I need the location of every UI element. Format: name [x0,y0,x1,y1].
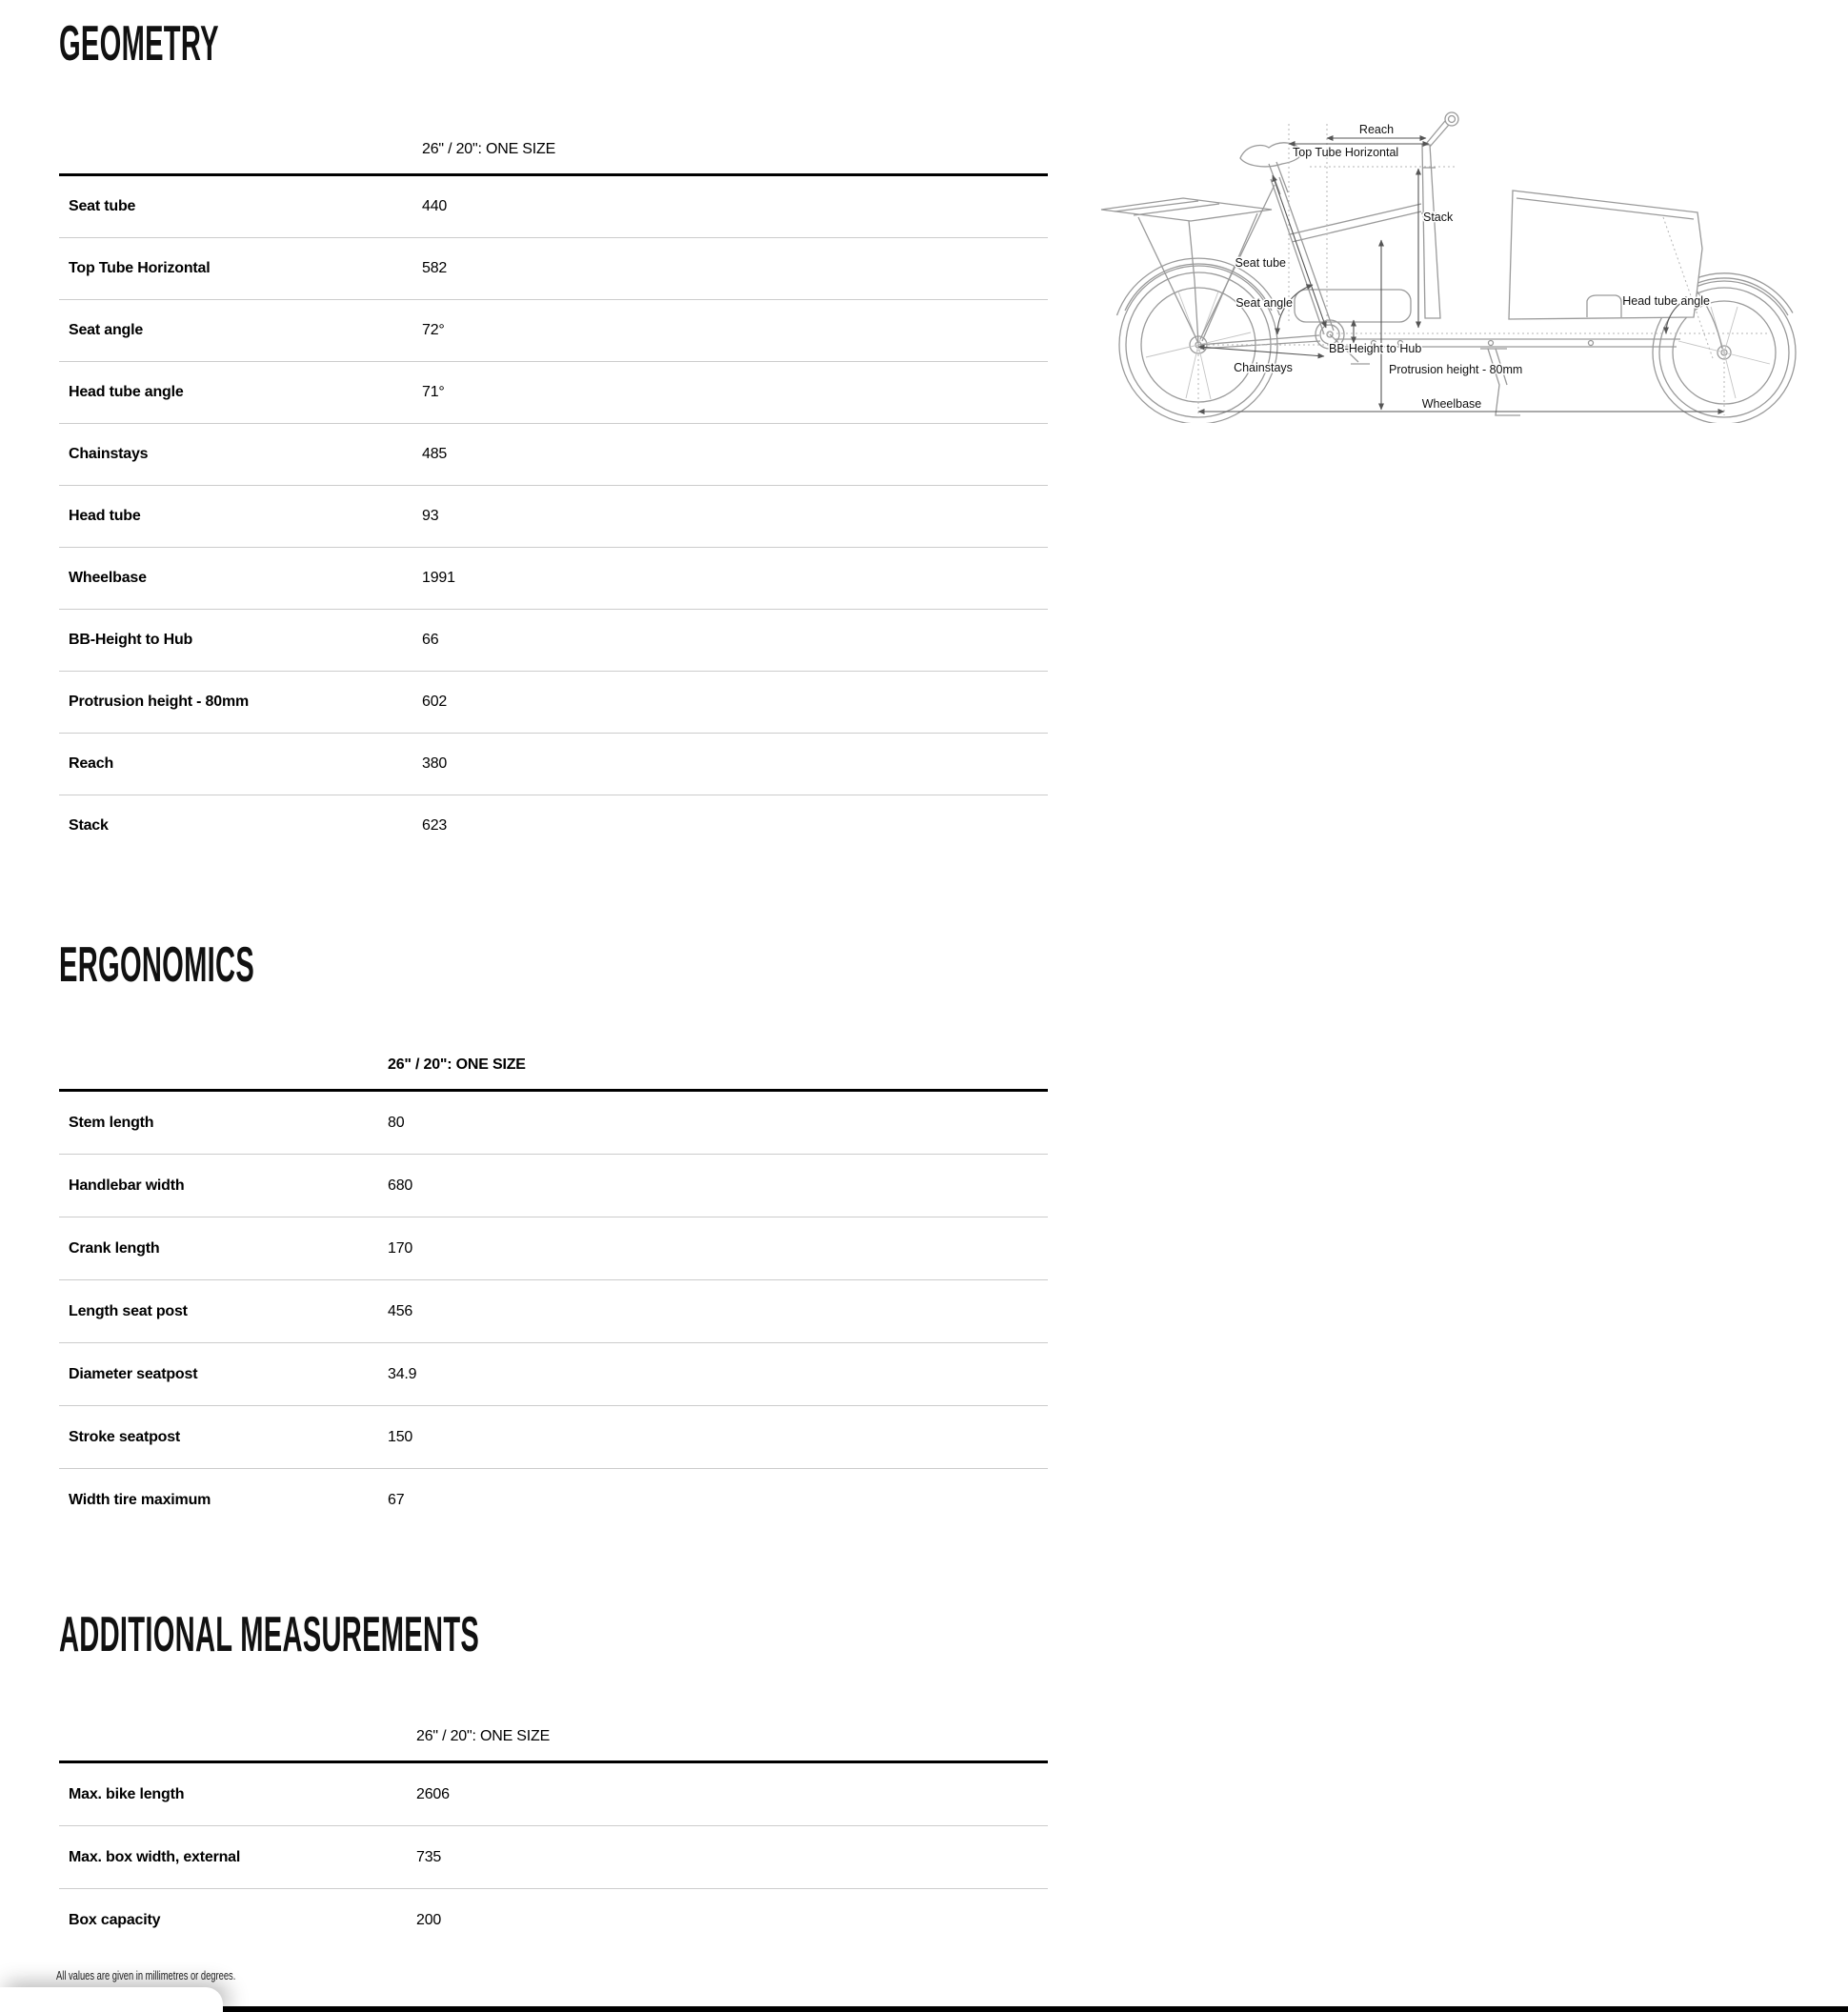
spec-label: Diameter seatpost [69,1365,198,1382]
spec-label: Stack [69,817,109,834]
geometry-diagram [1095,99,1819,423]
reach-label: Reach [1358,123,1395,136]
spec-value: 582 [422,260,448,276]
additional-table-header [59,1692,1048,1763]
ergonomics-table-header [59,1020,1048,1092]
spec-label: Handlebar width [69,1177,185,1194]
table-row [59,795,1048,856]
spec-value: 602 [422,694,448,710]
spec-label: Max. bike length [69,1785,185,1802]
seat-tube-label: Seat tube [1235,256,1286,270]
spec-label: Length seat post [69,1302,188,1319]
size-column-header: 26" / 20": ONE SIZE [388,1056,526,1073]
table-row [59,733,1048,795]
spec-value: 456 [388,1302,413,1319]
spec-label: Chainstays [69,446,149,462]
spec-label: BB-Height to Hub [69,632,193,648]
ergonomics-title: ERGONOMICS [59,937,255,993]
spec-label: Top Tube Horizontal [69,260,211,276]
spec-label: Crank length [69,1239,160,1257]
spec-label: Stem length [69,1114,154,1131]
geometry-title: GEOMETRY [59,16,219,71]
spec-value: 34.9 [388,1365,417,1382]
table-row [59,1468,1048,1531]
table-row [59,1217,1048,1279]
spec-value: 2606 [416,1785,450,1802]
table-row [59,1342,1048,1405]
spec-label: Seat angle [69,322,144,338]
table-row [59,547,1048,609]
overlay-card-corner [0,1987,223,2012]
spec-value: 485 [422,446,448,462]
spec-value: 200 [416,1911,442,1928]
geometry-table [59,105,1048,856]
table-row [59,1092,1048,1154]
bottom-bar [219,2006,1848,2012]
wheelbase-label: Wheelbase [1421,397,1482,411]
spec-label: Seat tube [69,198,136,214]
spec-label: Reach [69,755,114,772]
spec-value: 623 [422,817,448,834]
table-row [59,237,1048,299]
additional-measurements-table [59,1692,1048,1951]
head-tube-angle-label: Head tube angle [1622,294,1710,308]
spec-label: Protrusion height - 80mm [69,694,249,710]
table-row [59,176,1048,237]
cargo-bike-drawing [1101,112,1796,423]
table-row [59,1763,1048,1825]
table-row [59,423,1048,485]
spec-label: Stroke seatpost [69,1428,181,1445]
table-row [59,671,1048,733]
spec-label: Width tire maximum [69,1491,211,1508]
table-row [59,1888,1048,1951]
ergonomics-table [59,1020,1048,1531]
additional-measurements-title: ADDITIONAL MEASUREMENTS [59,1607,480,1662]
top-tube-label: Top Tube Horizontal [1293,146,1399,159]
spec-value: 80 [388,1114,405,1131]
spec-label: Wheelbase [69,570,147,586]
spec-value: 380 [422,755,448,772]
spec-label: Head tube angle [69,384,184,400]
table-row [59,1825,1048,1888]
chainstays-label: Chainstays [1234,361,1293,374]
spec-value: 71° [422,384,445,400]
units-footnote: All values are given in millimetres or degrees. [56,1968,236,1982]
spec-value: 66 [422,632,439,648]
size-column-header: 26" / 20": ONE SIZE [416,1728,551,1744]
table-row [59,299,1048,361]
spec-value: 1991 [422,570,455,586]
geometry-table-header [59,105,1048,176]
spec-value: 680 [388,1177,413,1194]
spec-label: Box capacity [69,1911,161,1928]
stack-label: Stack [1423,211,1454,224]
bb-height-label: BB-Height to Hub [1329,342,1422,355]
spec-value: 72° [422,322,445,338]
table-row [59,1154,1048,1217]
spec-value: 150 [388,1428,413,1445]
spec-value: 93 [422,508,439,524]
table-row [59,1279,1048,1342]
spec-value: 170 [388,1239,413,1257]
protrusion-label: Protrusion height - 80mm [1389,363,1523,376]
seat-angle-label: Seat angle [1235,296,1293,310]
table-row [59,609,1048,671]
spec-label: Max. box width, external [69,1848,241,1865]
spec-value: 735 [416,1848,442,1865]
spec-label: Head tube [69,508,141,524]
table-row [59,1405,1048,1468]
table-row [59,485,1048,547]
table-row [59,361,1048,423]
size-column-header: 26" / 20": ONE SIZE [422,141,556,157]
spec-value: 67 [388,1491,405,1508]
spec-value: 440 [422,198,448,214]
